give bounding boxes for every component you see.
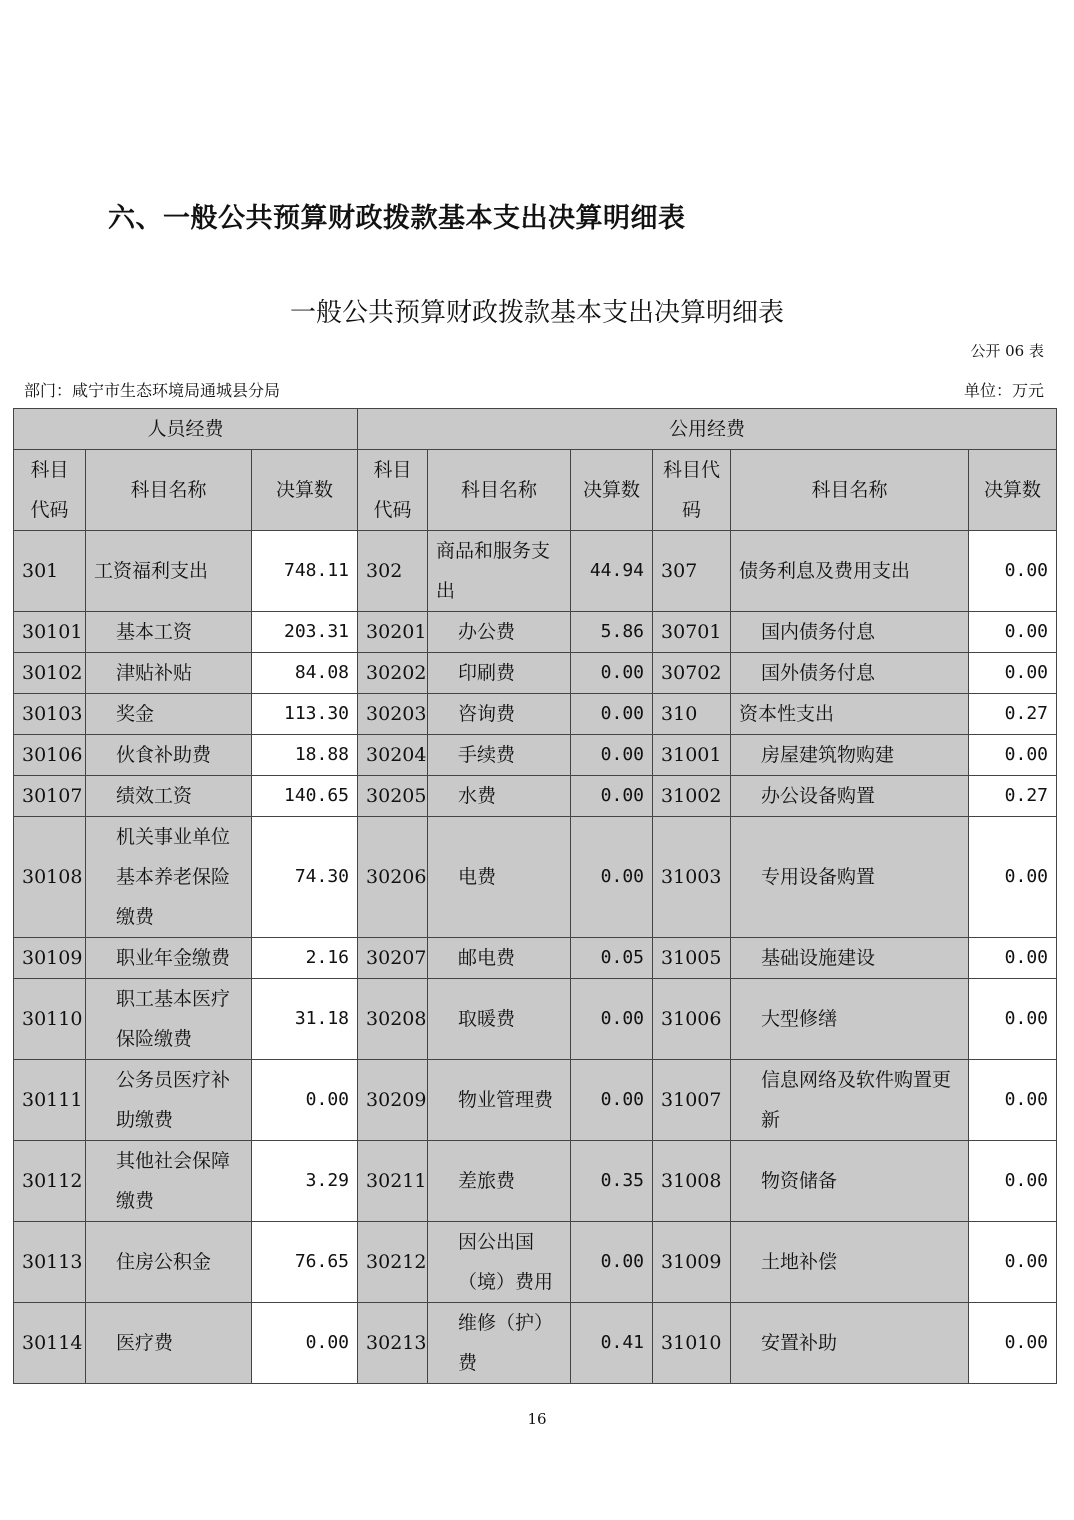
capital-code-cell: 31003 (653, 817, 731, 938)
personnel-amount-cell: 2.16 (252, 938, 358, 979)
col-header-amount: 决算数 (252, 450, 358, 531)
capital-name-cell: 土地补偿 (731, 1222, 969, 1303)
personnel-amount-cell: 113.30 (252, 694, 358, 735)
personnel-name-cell: 职工基本医疗保险缴费 (86, 979, 252, 1060)
goods-name-cell: 咨询费 (428, 694, 571, 735)
personnel-code-cell: 30108 (14, 817, 86, 938)
goods-amount-cell: 0.00 (571, 1222, 653, 1303)
table-row (14, 776, 1057, 817)
capital-name-cell: 房屋建筑物购建 (731, 735, 969, 776)
capital-amount-cell: 0.00 (969, 1222, 1057, 1303)
capital-name-cell: 信息网络及软件购置更新 (731, 1060, 969, 1141)
capital-code-cell: 31006 (653, 979, 731, 1060)
capital-name-cell: 专用设备购置 (731, 817, 969, 938)
personnel-code-cell: 30109 (14, 938, 86, 979)
goods-amount-cell: 0.00 (571, 694, 653, 735)
goods-code-cell: 30211 (358, 1141, 428, 1222)
personnel-amount-cell: 31.18 (252, 979, 358, 1060)
table-row (14, 817, 1057, 938)
goods-code-cell: 30206 (358, 817, 428, 938)
personnel-code-cell: 30110 (14, 979, 86, 1060)
form-number: 公开 06 表 (970, 342, 1044, 360)
table-row (14, 653, 1057, 694)
goods-code-cell: 30203 (358, 694, 428, 735)
capital-amount-cell: 0.00 (969, 979, 1057, 1060)
section-heading: 六、一般公共预算财政拨款基本支出决算明细表 (108, 203, 686, 234)
col-header-code: 科目代码 (358, 450, 428, 531)
table-row (14, 1141, 1057, 1222)
goods-code-cell: 30207 (358, 938, 428, 979)
goods-amount-cell: 0.00 (571, 817, 653, 938)
personnel-name-cell: 伙食补助费 (86, 735, 252, 776)
personnel-amount-cell: 0.00 (252, 1303, 358, 1384)
goods-name-cell: 办公费 (428, 612, 571, 653)
table-row (14, 1222, 1057, 1303)
col-header-amount: 决算数 (969, 450, 1057, 531)
personnel-code-cell: 30102 (14, 653, 86, 694)
capital-amount-cell: 0.00 (969, 612, 1057, 653)
personnel-amount-cell: 18.88 (252, 735, 358, 776)
goods-name-cell: 商品和服务支出 (428, 531, 571, 612)
capital-amount-cell: 0.00 (969, 653, 1057, 694)
table-row (14, 979, 1057, 1060)
capital-name-cell: 国内债务付息 (731, 612, 969, 653)
personnel-name-cell: 绩效工资 (86, 776, 252, 817)
capital-code-cell: 31009 (653, 1222, 731, 1303)
goods-name-cell: 维修（护）费 (428, 1303, 571, 1384)
capital-code-cell: 30702 (653, 653, 731, 694)
expenditure-detail-table (13, 408, 1057, 1384)
goods-amount-cell: 0.35 (571, 1141, 653, 1222)
goods-name-cell: 水费 (428, 776, 571, 817)
goods-code-cell: 30205 (358, 776, 428, 817)
capital-name-cell: 物资储备 (731, 1141, 969, 1222)
goods-name-cell: 因公出国（境）费用 (428, 1222, 571, 1303)
goods-amount-cell: 0.00 (571, 776, 653, 817)
goods-amount-cell: 44.94 (571, 531, 653, 612)
personnel-amount-cell: 3.29 (252, 1141, 358, 1222)
goods-amount-cell: 0.00 (571, 1060, 653, 1141)
personnel-amount-cell: 74.30 (252, 817, 358, 938)
capital-name-cell: 基础设施建设 (731, 938, 969, 979)
personnel-name-cell: 公务员医疗补助缴费 (86, 1060, 252, 1141)
goods-name-cell: 印刷费 (428, 653, 571, 694)
goods-code-cell: 30202 (358, 653, 428, 694)
goods-amount-cell: 0.00 (571, 653, 653, 694)
personnel-amount-cell: 748.11 (252, 531, 358, 612)
goods-name-cell: 邮电费 (428, 938, 571, 979)
personnel-name-cell: 奖金 (86, 694, 252, 735)
capital-code-cell: 31002 (653, 776, 731, 817)
capital-code-cell: 31001 (653, 735, 731, 776)
col-header-name: 科目名称 (731, 450, 969, 531)
personnel-code-cell: 30112 (14, 1141, 86, 1222)
personnel-code-cell: 30101 (14, 612, 86, 653)
goods-code-cell: 30212 (358, 1222, 428, 1303)
table-row (14, 531, 1057, 612)
capital-amount-cell: 0.27 (969, 776, 1057, 817)
goods-amount-cell: 5.86 (571, 612, 653, 653)
personnel-amount-cell: 140.65 (252, 776, 358, 817)
capital-amount-cell: 0.27 (969, 694, 1057, 735)
capital-code-cell: 310 (653, 694, 731, 735)
unit-label: 单位：万元 (963, 381, 1044, 400)
capital-name-cell: 大型修缮 (731, 979, 969, 1060)
personnel-code-cell: 301 (14, 531, 86, 612)
capital-name-cell: 安置补助 (731, 1303, 969, 1384)
capital-name-cell: 国外债务付息 (731, 653, 969, 694)
personnel-name-cell: 医疗费 (86, 1303, 252, 1384)
department-label: 部门：咸宁市生态环境局通城县分局 (24, 381, 281, 400)
capital-code-cell: 31010 (653, 1303, 731, 1384)
goods-amount-cell: 0.05 (571, 938, 653, 979)
personnel-amount-cell: 76.65 (252, 1222, 358, 1303)
personnel-name-cell: 津贴补贴 (86, 653, 252, 694)
table-row (14, 735, 1057, 776)
goods-code-cell: 30204 (358, 735, 428, 776)
capital-amount-cell: 0.00 (969, 531, 1057, 612)
page-number: 16 (527, 1410, 547, 1428)
goods-amount-cell: 0.41 (571, 1303, 653, 1384)
capital-code-cell: 31007 (653, 1060, 731, 1141)
personnel-code-cell: 30107 (14, 776, 86, 817)
col-header-code: 科目代码 (653, 450, 731, 531)
goods-name-cell: 物业管理费 (428, 1060, 571, 1141)
personnel-name-cell: 住房公积金 (86, 1222, 252, 1303)
personnel-amount-cell: 0.00 (252, 1060, 358, 1141)
capital-name-cell: 办公设备购置 (731, 776, 969, 817)
capital-amount-cell: 0.00 (969, 1060, 1057, 1141)
group-header-personnel: 人员经费 (14, 409, 358, 450)
capital-amount-cell: 0.00 (969, 735, 1057, 776)
capital-amount-cell: 0.00 (969, 938, 1057, 979)
table-row (14, 694, 1057, 735)
capital-amount-cell: 0.00 (969, 1303, 1057, 1384)
table-row (14, 612, 1057, 653)
personnel-name-cell: 基本工资 (86, 612, 252, 653)
capital-code-cell: 31005 (653, 938, 731, 979)
col-header-name: 科目名称 (428, 450, 571, 531)
col-header-amount: 决算数 (571, 450, 653, 531)
goods-code-cell: 30208 (358, 979, 428, 1060)
goods-name-cell: 差旅费 (428, 1141, 571, 1222)
capital-code-cell: 30701 (653, 612, 731, 653)
personnel-name-cell: 其他社会保障缴费 (86, 1141, 252, 1222)
col-header-code: 科目代码 (14, 450, 86, 531)
table-title: 一般公共预算财政拨款基本支出决算明细表 (289, 298, 784, 328)
personnel-amount-cell: 84.08 (252, 653, 358, 694)
goods-amount-cell: 0.00 (571, 735, 653, 776)
goods-amount-cell: 0.00 (571, 979, 653, 1060)
capital-code-cell: 307 (653, 531, 731, 612)
table-row (14, 1060, 1057, 1141)
personnel-amount-cell: 203.31 (252, 612, 358, 653)
group-header-public: 公用经费 (358, 409, 1057, 450)
personnel-name-cell: 工资福利支出 (86, 531, 252, 612)
capital-name-cell: 债务利息及费用支出 (731, 531, 969, 612)
capital-amount-cell: 0.00 (969, 1141, 1057, 1222)
table-row (14, 938, 1057, 979)
goods-name-cell: 手续费 (428, 735, 571, 776)
goods-code-cell: 30201 (358, 612, 428, 653)
col-header-name: 科目名称 (86, 450, 252, 531)
personnel-code-cell: 30114 (14, 1303, 86, 1384)
goods-code-cell: 30213 (358, 1303, 428, 1384)
goods-code-cell: 302 (358, 531, 428, 612)
personnel-name-cell: 职业年金缴费 (86, 938, 252, 979)
personnel-code-cell: 30103 (14, 694, 86, 735)
goods-code-cell: 30209 (358, 1060, 428, 1141)
goods-name-cell: 电费 (428, 817, 571, 938)
personnel-name-cell: 机关事业单位基本养老保险缴费 (86, 817, 252, 938)
capital-code-cell: 31008 (653, 1141, 731, 1222)
personnel-code-cell: 30111 (14, 1060, 86, 1141)
personnel-code-cell: 30106 (14, 735, 86, 776)
capital-name-cell: 资本性支出 (731, 694, 969, 735)
capital-amount-cell: 0.00 (969, 817, 1057, 938)
goods-name-cell: 取暖费 (428, 979, 571, 1060)
personnel-code-cell: 30113 (14, 1222, 86, 1303)
table-row (14, 1303, 1057, 1384)
